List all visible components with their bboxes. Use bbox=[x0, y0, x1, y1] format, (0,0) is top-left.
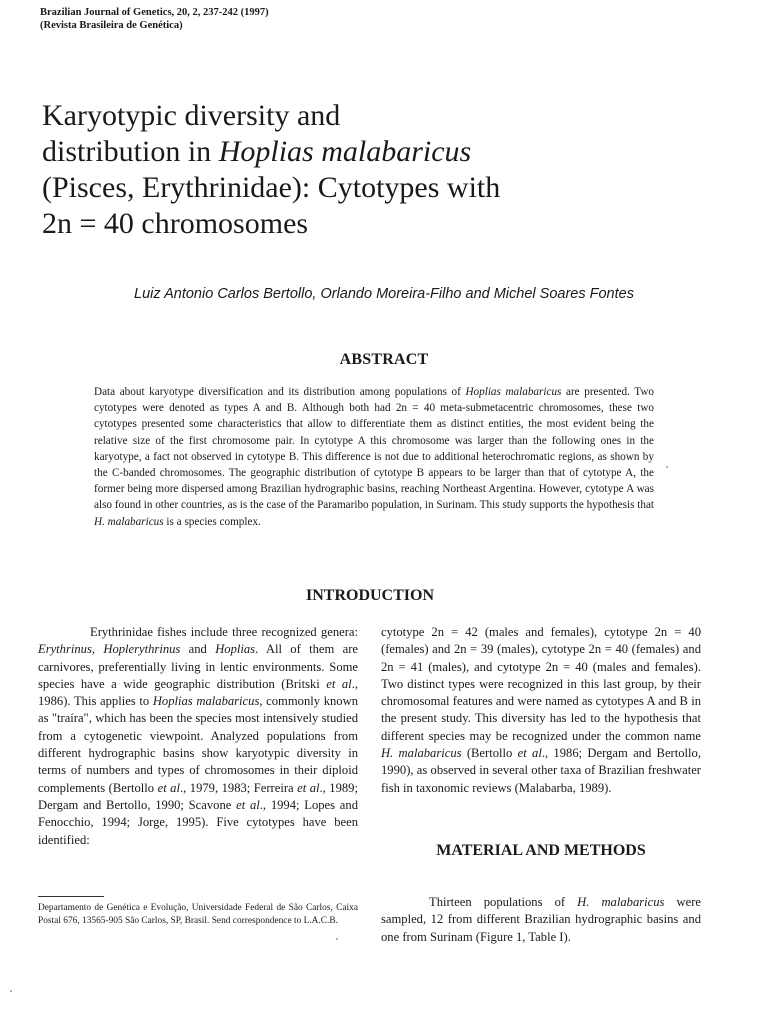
affiliation-footnote: Departamento de Genética e Evolução, Universidade Federal de São Carlos, Caixa Postal 676, 13565-905 São Carlos, SP, Brasil. Send correspondence to L.A.C.B. bbox=[38, 903, 358, 926]
body-italic: et al bbox=[236, 797, 260, 812]
body-italic: et al bbox=[517, 746, 542, 761]
title-species-name: Hoplias malabaricus bbox=[218, 135, 472, 168]
introduction-left-column bbox=[38, 624, 358, 849]
body-text: , commonly known as "traíra", which has been the species most intensively studied from a cytogenetic viewpoint. Analyzed populations from different hydrographic basins show karyotypic diversity in terms of numbers and types of chromosomes in their diploid complements (Bertollo bbox=[38, 694, 358, 795]
body-text: cytotype 2n = 42 (males and females), cytotype 2n = 40 (females) and 2n = 39 (males), cytotype 2n = 40 (females) and 2n = 41 (males), and cytotype 2n = 40 (males and females). Two distinct types were recognized in this last group, by their chromosomal features and were named as cytotypes A and B in the present study. This diversity has led to the hypothesis that different species may be recognized under the common name bbox=[381, 625, 701, 743]
body-text: ., 1994; Lopes and Fenocchio, 1994; Jorge, 1995). Five cytotypes have been identified: bbox=[38, 797, 358, 847]
journal-subtitle-line: (Revista Brasileira de Genética) bbox=[40, 20, 183, 31]
title-line-1: Karyotypic diversity and bbox=[42, 99, 341, 132]
body-text: ., 1986; Dergam and Bertollo, 1990), as observed in several other taxa of Brazilian freshwater fish in taxonomic reviews (Malabarba, 1989). bbox=[381, 746, 701, 795]
methods-paragraph bbox=[381, 894, 701, 946]
body-italic: Hoplias malabaricus bbox=[152, 694, 260, 709]
body-text: Thirteen populations of bbox=[429, 895, 578, 909]
abstract-heading: ABSTRACT bbox=[339, 351, 429, 368]
journal-citation bbox=[40, 6, 269, 32]
body-text: (Bertollo bbox=[461, 746, 518, 761]
body-text: ., 1989; Dergam and Bertollo, 1990; Scavone bbox=[38, 780, 358, 812]
body-text: ., 1986). This applies to bbox=[38, 676, 358, 709]
abstract-italic: H. malabaricus bbox=[94, 515, 164, 528]
methods-heading: MATERIAL AND METHODS bbox=[436, 842, 646, 859]
body-italic: et al bbox=[326, 676, 352, 691]
body-text: and bbox=[180, 642, 216, 657]
article-title bbox=[42, 98, 682, 242]
title-line-2 bbox=[42, 135, 471, 168]
scan-speck bbox=[666, 466, 668, 468]
body-italic: H. malabaricus bbox=[577, 895, 665, 909]
footnote-rule bbox=[38, 896, 104, 897]
body-text: were sampled, 12 from different Brazilian hydrographic basins and one from Surinam (Figure 1, Table I). bbox=[381, 895, 701, 944]
abstract-text: Data about karyotype diversification and its distribution among populations of bbox=[94, 386, 466, 398]
body-italic: Hoplias bbox=[215, 642, 256, 657]
body-italic: Erythrinus, Hoplerythrinus bbox=[38, 642, 181, 657]
abstract-text: is a species complex. bbox=[163, 515, 261, 528]
abstract-italic: Hoplias malabaricus bbox=[465, 386, 562, 398]
body-text: Erythrinidae fishes include three recognized genera: bbox=[90, 625, 358, 639]
introduction-right-column bbox=[381, 624, 701, 797]
scan-speck bbox=[336, 938, 338, 940]
title-line-3: (Pisces, Erythrinidae): Cytotypes with bbox=[42, 171, 501, 204]
body-text: ., 1979, 1983; Ferreira bbox=[179, 780, 298, 795]
body-text: . All of them are carnivores, preferentially living in lentic environments. Some species have a wide geographic distribution (Britski bbox=[38, 642, 359, 691]
title-line-4: 2n = 40 chromosomes bbox=[42, 207, 309, 240]
abstract-body bbox=[94, 384, 654, 530]
journal-citation-line: Brazilian Journal of Genetics, 20, 2, 237-242 (1997) bbox=[40, 7, 269, 18]
title-line-2-text: distribution in bbox=[42, 135, 219, 168]
body-italic: et al bbox=[297, 780, 320, 795]
body-italic: H. malabaricus bbox=[381, 746, 462, 761]
body-italic: et al bbox=[157, 780, 180, 795]
abstract-text: are presented. Two cytotypes were denoted as types A and B. Although both had 2n = 40 meta-submetacentric chromosomes, these two cytotypes presented some characteristics that allow to differentiate them as distinct entities, the most evident being the relative size of the first chromosome pair. In cytotype A this chromosome was larger than the following ones in the karyotype, a fact not observed in cytotype B. This difference is not due to additional heterochromatic regions, as shown by the C-banded chromosomes. The geographic distribution of cytotype B appears to be larger than that of cytotype A, the former being more dispersed among Brazilian hydrographic basins, reaching Northeast Argentina. However, cytotype A was also found in other countries, as is the case of the Paramaribo population, in Surinam. This study supports the hypothesis that bbox=[94, 386, 655, 512]
introduction-heading: INTRODUCTION bbox=[305, 587, 434, 604]
author-list: Luiz Antonio Carlos Bertollo, Orlando Moreira-Filho and Michel Soares Fontes bbox=[134, 286, 634, 302]
scan-speck bbox=[10, 990, 12, 992]
